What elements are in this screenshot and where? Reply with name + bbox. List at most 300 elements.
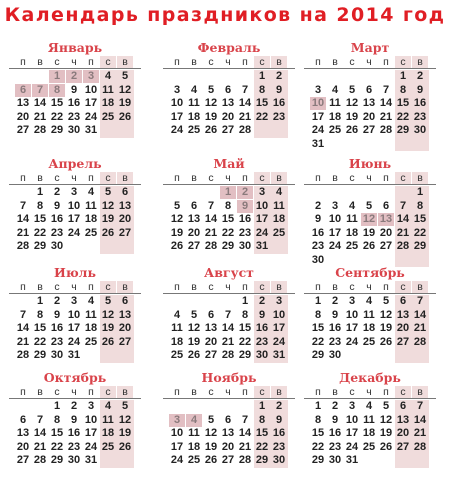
day-cell: 29: [255, 454, 269, 466]
month-name: Май: [213, 156, 245, 171]
weekday-header: с: [208, 172, 214, 184]
day-cell: 19: [379, 427, 393, 439]
day-cell: 25: [187, 124, 201, 136]
day-cell: 3: [275, 295, 283, 307]
day-cell: 8: [314, 413, 322, 426]
day-cell: 26: [170, 240, 184, 252]
day-cell: 12: [379, 308, 393, 321]
weekday-header: в: [271, 386, 287, 399]
weekday-header: п: [20, 386, 26, 398]
day-cell: 23: [67, 440, 81, 453]
day-cell: 30: [50, 240, 64, 252]
day-cell: 14: [379, 97, 393, 109]
day-cell: 5: [365, 199, 373, 212]
day-cell: 25: [272, 226, 286, 239]
weekday-header: п: [88, 281, 94, 293]
day-cell: 21: [413, 322, 427, 334]
day-cell: 3: [331, 199, 339, 212]
weekday-header: в: [191, 56, 197, 68]
day-cell: 28: [16, 240, 30, 252]
day-cell: 6: [207, 308, 215, 321]
day-cell: 17: [311, 110, 325, 123]
day-cell: 18: [328, 110, 342, 123]
day-cell: 2: [70, 400, 78, 412]
day-cell: 2: [237, 186, 253, 199]
day-cell: 6: [15, 84, 31, 97]
weekday-header: с: [395, 281, 411, 294]
day-cell: 27: [379, 240, 393, 252]
day-cell: 7: [416, 295, 424, 307]
weekday-header: в: [191, 281, 197, 293]
day-cell: 31: [255, 240, 269, 252]
day-cell: 10: [255, 199, 269, 212]
day-cell: 26: [118, 110, 132, 123]
day-cell: 4: [173, 308, 181, 321]
day-cell: 13: [118, 199, 132, 212]
day-cell: 12: [101, 199, 115, 212]
day-cell: 24: [84, 110, 98, 123]
day-cell: 28: [238, 124, 252, 136]
day-cell: 19: [101, 213, 115, 225]
day-cell: 13: [379, 213, 393, 225]
day-cell: 1: [314, 295, 322, 307]
day-cell: 19: [187, 335, 201, 348]
day-cell: 7: [32, 84, 48, 97]
day-cell: 19: [379, 322, 393, 334]
day-cell: 6: [399, 400, 407, 412]
day-cell: 16: [272, 97, 286, 109]
day-cell: 4: [275, 186, 283, 198]
day-cell: 7: [416, 400, 424, 412]
day-cell: 15: [255, 427, 269, 439]
day-cell: 29: [311, 349, 325, 361]
day-cell: 11: [85, 199, 97, 212]
weekday-header: с: [395, 386, 411, 399]
day-cell: 31: [311, 137, 325, 150]
day-cell: 18: [84, 322, 98, 334]
day-cell: 17: [84, 427, 98, 439]
day-cell: 26: [101, 335, 115, 348]
day-cell: 30: [272, 454, 286, 466]
day-cell: 15: [33, 322, 47, 334]
weekday-header: ч: [366, 56, 372, 68]
day-cell: 19: [362, 226, 376, 239]
day-cell: 21: [33, 440, 47, 453]
day-cell: 17: [67, 322, 81, 334]
day-cell: 4: [365, 295, 373, 307]
day-cell: 29: [33, 349, 47, 361]
day-cell: 25: [345, 240, 359, 252]
day-cell: 12: [187, 322, 201, 334]
header-divider: [9, 68, 141, 69]
weekday-header: с: [254, 386, 270, 399]
day-cell: 10: [67, 199, 81, 212]
day-cell: 23: [50, 226, 64, 239]
day-cell: 19: [204, 110, 218, 123]
day-cell: 7: [241, 413, 249, 426]
day-cell: 24: [170, 124, 184, 136]
weekday-header: в: [37, 172, 43, 184]
weekday-header: с: [54, 281, 60, 293]
weekday-header: с: [349, 56, 355, 68]
header-divider: [9, 398, 141, 399]
day-cell: 19: [204, 440, 218, 453]
weekday-header: п: [20, 172, 26, 184]
day-cell: 27: [187, 240, 201, 252]
day-cell: 3: [258, 186, 266, 198]
day-cell: 31: [67, 349, 81, 361]
day-cell: 11: [329, 97, 341, 109]
day-cell: 31: [345, 454, 359, 466]
day-cell: 13: [396, 308, 410, 321]
day-cell: 23: [50, 335, 64, 348]
day-cell: 17: [170, 440, 184, 453]
day-cell: 16: [272, 427, 286, 439]
day-cell: 18: [170, 335, 184, 348]
day-cell: 23: [238, 226, 252, 239]
day-cell: 20: [221, 440, 235, 453]
day-cell: 10: [345, 308, 359, 321]
day-cell: 24: [170, 454, 184, 466]
day-cell: 11: [188, 427, 200, 439]
day-cell: 18: [362, 427, 376, 439]
day-cell: 16: [328, 427, 342, 439]
day-cell: 30: [413, 124, 427, 136]
day-cell: 7: [36, 413, 44, 426]
day-cell: 23: [272, 110, 286, 123]
day-cell: 14: [204, 213, 218, 225]
day-cell: 2: [53, 186, 61, 198]
day-cell: 9: [331, 413, 339, 426]
day-cell: 23: [311, 240, 325, 252]
day-cell: 24: [345, 335, 359, 348]
day-cell: 22: [238, 335, 252, 348]
weekday-header: п: [88, 386, 94, 398]
day-cell: 10: [272, 308, 286, 321]
weekday-header: ч: [71, 281, 77, 293]
day-cell: 20: [187, 226, 201, 239]
month-7: [9, 265, 141, 377]
day-cell: 10: [311, 97, 325, 109]
day-cell: 27: [221, 454, 235, 466]
day-cell: 22: [255, 440, 269, 453]
header-divider: [9, 293, 141, 294]
day-cell: 6: [19, 413, 27, 426]
day-cell: 8: [258, 83, 266, 96]
day-cell: 18: [101, 97, 115, 109]
day-cell: 17: [345, 322, 359, 334]
weekday-header: ч: [71, 172, 77, 184]
weekday-header: с: [395, 172, 411, 185]
weekday-header: в: [412, 56, 428, 69]
day-cell: 15: [311, 322, 325, 334]
day-cell: 10: [67, 308, 81, 321]
day-cell: 26: [204, 124, 218, 136]
header-divider: [304, 184, 436, 185]
day-cell: 31: [84, 454, 98, 466]
day-cell: 3: [348, 295, 356, 307]
day-cell: 2: [53, 295, 61, 307]
day-cell: 29: [396, 124, 410, 136]
weekday-header: п: [315, 386, 321, 398]
day-cell: 26: [362, 240, 376, 252]
day-cell: 30: [50, 349, 64, 361]
weekday-header: п: [242, 172, 248, 184]
day-cell: 13: [221, 427, 235, 439]
day-cell: 21: [204, 226, 218, 239]
day-cell: 26: [379, 335, 393, 348]
day-cell: 6: [121, 186, 129, 198]
day-cell: 9: [275, 413, 283, 426]
day-cell: 3: [314, 83, 322, 96]
day-cell: 6: [224, 83, 232, 96]
header-divider: [304, 68, 436, 69]
month-name: Ноябрь: [201, 370, 257, 385]
day-cell: 2: [275, 400, 283, 412]
weekday-header: п: [88, 172, 94, 184]
day-cell: 25: [101, 110, 115, 123]
day-cell: 13: [16, 427, 30, 439]
weekday-header: п: [242, 281, 248, 293]
day-cell: 10: [345, 413, 359, 426]
day-cell: 9: [53, 199, 61, 212]
day-cell: 21: [16, 335, 30, 348]
weekday-header: п: [383, 281, 389, 293]
day-cell: 18: [187, 440, 201, 453]
day-cell: 1: [36, 186, 44, 198]
weekday-header: ч: [366, 386, 372, 398]
weekday-header: с: [54, 386, 60, 398]
day-cell: 18: [187, 110, 201, 123]
day-cell: 23: [67, 110, 81, 123]
day-cell: 5: [348, 83, 356, 96]
weekday-header: ч: [366, 281, 372, 293]
weekday-header: с: [208, 386, 214, 398]
day-cell: 23: [328, 335, 342, 348]
day-cell: 4: [104, 70, 112, 82]
day-cell: 16: [67, 97, 81, 109]
day-cell: 18: [272, 213, 286, 225]
day-cell: 16: [413, 97, 427, 109]
day-cell: 13: [396, 413, 410, 426]
day-cell: 18: [362, 322, 376, 334]
day-cell: 4: [87, 186, 95, 198]
day-cell: 27: [118, 335, 132, 348]
day-cell: 9: [70, 83, 78, 96]
weekday-header: с: [54, 172, 60, 184]
day-cell: 11: [85, 308, 97, 321]
weekday-header: в: [271, 281, 287, 294]
day-cell: 15: [50, 97, 64, 109]
day-cell: 28: [413, 440, 427, 453]
day-cell: 5: [382, 400, 390, 412]
day-cell: 8: [241, 308, 249, 321]
day-cell: 21: [16, 226, 30, 239]
weekday-header: в: [412, 172, 428, 185]
day-cell: 4: [87, 295, 95, 307]
header-divider: [163, 68, 295, 69]
day-cell: 19: [118, 427, 132, 439]
day-cell: 12: [204, 427, 218, 439]
day-cell: 28: [33, 124, 47, 136]
day-cell: 27: [362, 124, 376, 136]
weekday-header: в: [271, 172, 287, 185]
day-cell: 10: [84, 413, 98, 426]
day-cell: 22: [396, 110, 410, 123]
day-cell: 1: [241, 295, 249, 307]
day-cell: 14: [238, 97, 252, 109]
day-cell: 11: [346, 213, 358, 225]
day-cell: 7: [382, 83, 390, 96]
day-cell: 19: [170, 226, 184, 239]
day-cell: 22: [255, 110, 269, 123]
day-cell: 28: [221, 349, 235, 361]
day-cell: 9: [314, 213, 322, 225]
day-cell: 20: [204, 335, 218, 348]
month-name: Октябрь: [43, 370, 107, 385]
day-cell: 1: [220, 186, 236, 199]
day-cell: 16: [50, 322, 64, 334]
day-cell: 26: [204, 454, 218, 466]
month-name: Март: [350, 40, 390, 55]
day-cell: 7: [19, 308, 27, 321]
day-cell: 16: [311, 226, 325, 239]
day-cell: 7: [207, 199, 215, 212]
day-cell: 29: [50, 124, 64, 136]
day-cell: 1: [258, 400, 266, 412]
day-cell: 17: [328, 226, 342, 239]
day-cell: 3: [70, 186, 78, 198]
day-cell: 30: [255, 349, 269, 361]
day-cell: 28: [238, 454, 252, 466]
day-cell: 27: [16, 124, 30, 136]
day-cell: 20: [16, 110, 30, 123]
month-5: [163, 156, 295, 268]
day-cell: 2: [275, 70, 283, 82]
weekday-header: ч: [366, 172, 372, 184]
weekday-header: п: [174, 281, 180, 293]
day-cell: 5: [207, 413, 215, 426]
month-name: Февраль: [197, 40, 261, 55]
day-cell: 9: [70, 413, 78, 426]
day-cell: 8: [49, 84, 65, 97]
day-cell: 22: [413, 226, 427, 239]
day-cell: 8: [36, 199, 44, 212]
month-11: [163, 370, 295, 482]
weekday-header: п: [383, 56, 389, 68]
month-name: Июнь: [348, 156, 392, 171]
day-cell: 5: [382, 295, 390, 307]
day-cell: 9: [275, 83, 283, 96]
month-4: [9, 156, 141, 268]
day-cell: 25: [362, 440, 376, 453]
day-cell: 12: [204, 97, 218, 109]
day-cell: 25: [362, 335, 376, 348]
day-cell: 6: [190, 199, 198, 212]
day-cell: 23: [255, 335, 269, 348]
weekday-header: ч: [225, 281, 231, 293]
day-cell: 21: [379, 110, 393, 123]
day-cell: 2: [258, 295, 266, 307]
day-cell: 6: [399, 295, 407, 307]
day-cell: 27: [16, 454, 30, 466]
day-cell: 16: [328, 322, 342, 334]
day-cell: 12: [118, 413, 132, 426]
day-cell: 3: [87, 400, 95, 412]
day-cell: 13: [362, 97, 376, 109]
weekday-header: в: [191, 172, 197, 184]
day-cell: 1: [314, 400, 322, 412]
day-cell: 9: [53, 308, 61, 321]
day-cell: 11: [171, 322, 183, 334]
day-cell: 21: [238, 110, 252, 123]
day-cell: 12: [362, 213, 376, 225]
day-cell: 2: [331, 295, 339, 307]
day-cell: 26: [118, 440, 132, 453]
weekday-header: п: [174, 172, 180, 184]
day-cell: 8: [399, 83, 407, 96]
day-cell: 20: [118, 322, 132, 334]
weekday-header: п: [242, 56, 248, 68]
day-cell: 6: [121, 295, 129, 307]
day-cell: 8: [53, 413, 61, 426]
weekday-header: ч: [71, 56, 77, 68]
day-cell: 4: [104, 400, 112, 412]
day-cell: 1: [416, 186, 424, 198]
weekday-header: ч: [225, 56, 231, 68]
day-cell: 11: [363, 413, 375, 426]
day-cell: 9: [416, 83, 424, 96]
weekday-header: в: [117, 386, 133, 399]
day-cell: 31: [272, 349, 286, 361]
day-cell: 28: [379, 124, 393, 136]
header-divider: [163, 398, 295, 399]
day-cell: 27: [396, 440, 410, 453]
day-cell: 9: [331, 308, 339, 321]
day-cell: 22: [33, 335, 47, 348]
day-cell: 12: [101, 308, 115, 321]
day-cell: 28: [16, 349, 30, 361]
day-cell: 31: [84, 124, 98, 136]
day-cell: 9: [237, 200, 253, 213]
day-cell: 17: [84, 97, 98, 109]
day-cell: 29: [221, 240, 235, 252]
day-cell: 18: [84, 213, 98, 225]
month-3: [304, 40, 436, 152]
day-cell: 21: [396, 226, 410, 239]
weekday-header: с: [254, 281, 270, 294]
day-cell: 23: [328, 440, 342, 453]
day-cell: 18: [101, 427, 115, 439]
weekday-header: с: [395, 56, 411, 69]
day-cell: 15: [221, 213, 235, 225]
day-cell: 5: [104, 295, 112, 307]
day-cell: 5: [190, 308, 198, 321]
day-cell: 25: [84, 226, 98, 239]
day-cell: 7: [399, 199, 407, 212]
day-cell: 25: [170, 349, 184, 361]
day-cell: 14: [16, 322, 30, 334]
day-cell: 2: [66, 70, 82, 83]
day-cell: 24: [328, 240, 342, 252]
day-cell: 19: [118, 97, 132, 109]
weekday-header: с: [349, 281, 355, 293]
day-cell: 2: [331, 400, 339, 412]
day-cell: 14: [396, 213, 410, 225]
day-cell: 26: [187, 349, 201, 361]
day-cell: 1: [36, 295, 44, 307]
day-cell: 14: [16, 213, 30, 225]
